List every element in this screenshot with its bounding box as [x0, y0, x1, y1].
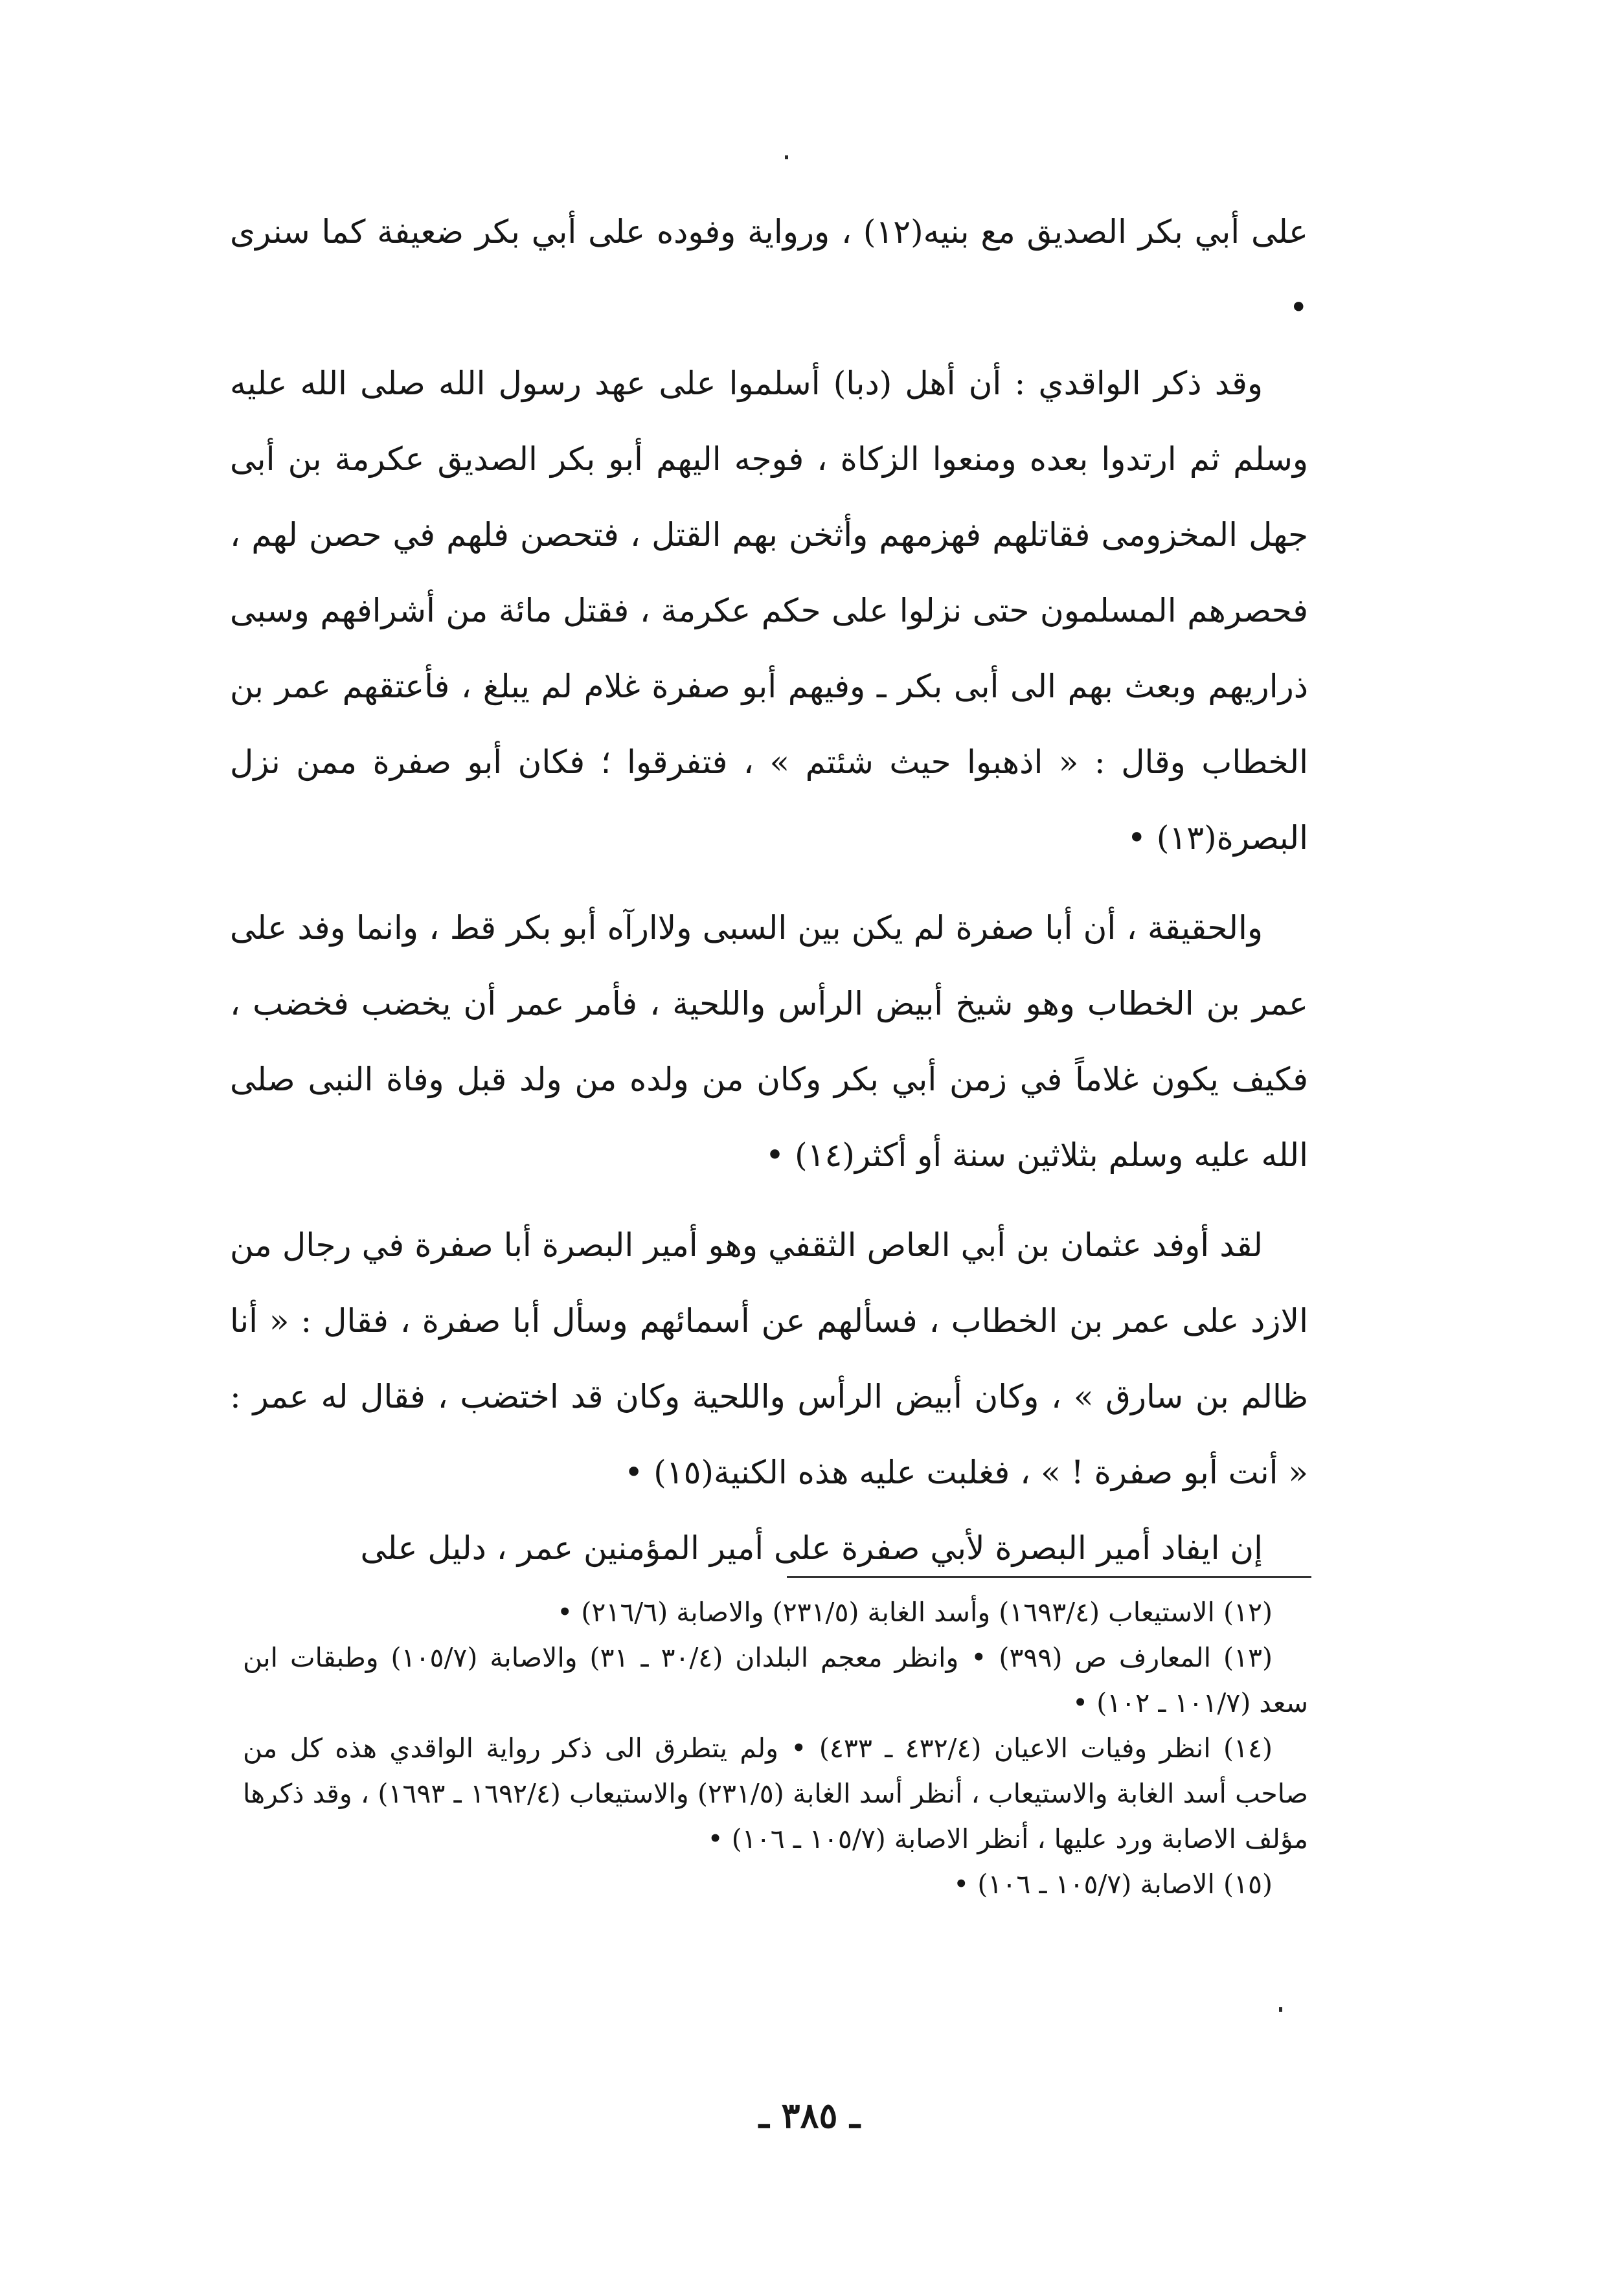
- footnote: (١٢) الاستيعاب (١٦٩٣/٤) وأسد الغابة (٢٣١/٥) والاصابة (٢١٦/٦) •: [557, 1597, 1273, 1628]
- scan-speck: [1279, 2007, 1282, 2012]
- footnote: (١٤) انظر وفيات الاعيان (٤٣٢/٤ ـ ٤٣٣) • ولم يتطرق الى ذكر رواية الواقدي هذه كل من صاحب أسد الغابة والاستيعاب ، أنظر أسد الغابة (٢٣١/٥) والاستيعاب (١٦٩٢/٤ ـ ١٦٩٣) ، وقد ذكرها مؤلف الاصابة ورد عليها ، أنظر الاصابة (١٠٥/٧ ـ ١٠٦) •: [243, 1733, 1308, 1854]
- main-text: [230, 194, 1308, 1586]
- scan-speck: [785, 155, 788, 159]
- paragraph: والحقيقة ، أن أبا صفرة لم يكن بين السبى ولاارآه أبو بكر قط ، وانما وفد على عمر بن الخطاب وهو شيخ أبيض الرأس واللحية ، فأمر عمر أن يخضب فخضب ، فكيف يكون غلاماً في زمن أبي بكر وكان من ولده من ولد قبل وفاة النبى صلى الله عليه وسلم بثلاثين سنة أو أكثر(١٤) •: [230, 909, 1309, 1174]
- footnote: (١٥) الاصابة (١٠٥/٧ ـ ١٠٦) •: [953, 1869, 1273, 1900]
- footnote: (١٣) المعارف ص (٣٩٩) • وانظر معجم البلدان (٣٠/٤ ـ ٣١) والاصابة (١٠٥/٧) وطبقات ابن سعد (١٠١/٧ ـ ١٠٢) •: [243, 1642, 1308, 1718]
- paragraph: إن ايفاد أمير البصرة لأبي صفرة على أمير المؤمنين عمر ، دليل على: [360, 1529, 1263, 1567]
- page-number: ـ ٣٨٥ ـ: [758, 2095, 861, 2136]
- paragraph: وقد ذكر الواقدي : أن أهل (دبا) أسلموا على عهد رسول الله صلى الله عليه وسلم ثم ارتدوا بعده ومنعوا الزكاة ، فوجه اليهم أبو بكر الصديق عكرمة بن أبى جهل المخزومى فقاتلهم فهزمهم وأثخن بهم القتل ، فتحصن فلهم في حصن لهم ، فحصرهم المسلمون حتى نزلوا على حكم عكرمة ، فقتل مائة من أشرافهم وسبى ذراريهم وبعث بهم الى أبى بكر ـ وفيهم أبو صفرة غلام لم يبلغ ، فأعتقهم عمر بن الخطاب وقال : « اذهبوا حيث شئتم » ، فتفرقوا ؛ فكان أبو صفرة ممن نزل البصرة(١٣) •: [230, 365, 1308, 857]
- paragraph: على أبي بكر الصديق مع بنيه(١٢) ، ورواية وفوده على أبي بكر ضعيفة كما سنرى •: [230, 213, 1309, 326]
- footnote-divider: [787, 1576, 1311, 1578]
- paragraph: لقد أوفد عثمان بن أبي العاص الثقفي وهو أمير البصرة أبا صفرة في رجال من الازد على عمر بن الخطاب ، فسألهم عن أسمائهم وسأل أبا صفرة ، فقال : « أنا ظالم بن سارق » ، وكان أبيض الرأس واللحية وكان قد اختضب ، فقال له عمر : « أنت أبو صفرة ! » ، فغلبت عليه هذه الكنية(١٥) •: [230, 1226, 1308, 1491]
- footnotes: [243, 1590, 1308, 1907]
